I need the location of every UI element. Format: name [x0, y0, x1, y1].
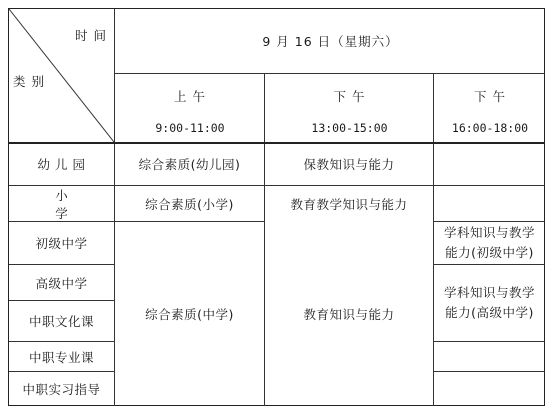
category-vocational-major: 中职专业课	[28, 349, 94, 365]
divider	[433, 341, 545, 342]
junior-subject-line1: 学科知识与教学	[443, 225, 535, 240]
secondary-morning-exam: 综合素质(中学)	[145, 307, 234, 322]
session-3-label: 下 午	[474, 89, 506, 104]
session-2-time: 13:00-15:00	[311, 121, 388, 135]
primary-afternoon-exam: 教育教学知识与能力	[290, 196, 408, 212]
session-1-label: 上 午	[174, 89, 206, 104]
divider	[433, 371, 545, 372]
kindergarten-morning-exam: 综合素质(幼儿园)	[138, 157, 241, 172]
primary-morning-exam: 综合素质(小学)	[145, 196, 234, 212]
category-kindergarten: 幼 儿 园	[37, 157, 86, 172]
session-1-time: 9:00-11:00	[155, 121, 225, 135]
junior-subject-line2: 能力(初级中学)	[445, 245, 534, 260]
category-senior-middle: 高级中学	[35, 275, 88, 291]
senior-subject-line2: 能力(高级中学)	[445, 305, 534, 320]
divider	[114, 73, 545, 74]
corner-time-label: 时 间	[75, 28, 107, 43]
category-vocational-internship: 中职实习指导	[22, 382, 101, 397]
senior-subject-exam	[434, 265, 545, 341]
category-vocational-culture: 中职文化课	[28, 314, 94, 329]
senior-subject-line1: 学科知识与教学	[443, 285, 535, 300]
session-2-label: 下 午	[333, 89, 366, 104]
corner-category-label: 类 别	[13, 74, 45, 89]
date-header: 9 月 16 日（星期六）	[262, 34, 399, 49]
session-3-time: 16:00-18:00	[451, 121, 529, 135]
secondary-afternoon-exam: 教育知识与能力	[303, 307, 395, 322]
category-primary: 小 学	[55, 187, 98, 221]
exam-schedule-table	[8, 8, 545, 406]
kindergarten-afternoon-exam: 保教知识与能力	[303, 157, 395, 172]
category-junior-middle: 初级中学	[35, 236, 88, 251]
junior-subject-exam	[434, 222, 545, 264]
